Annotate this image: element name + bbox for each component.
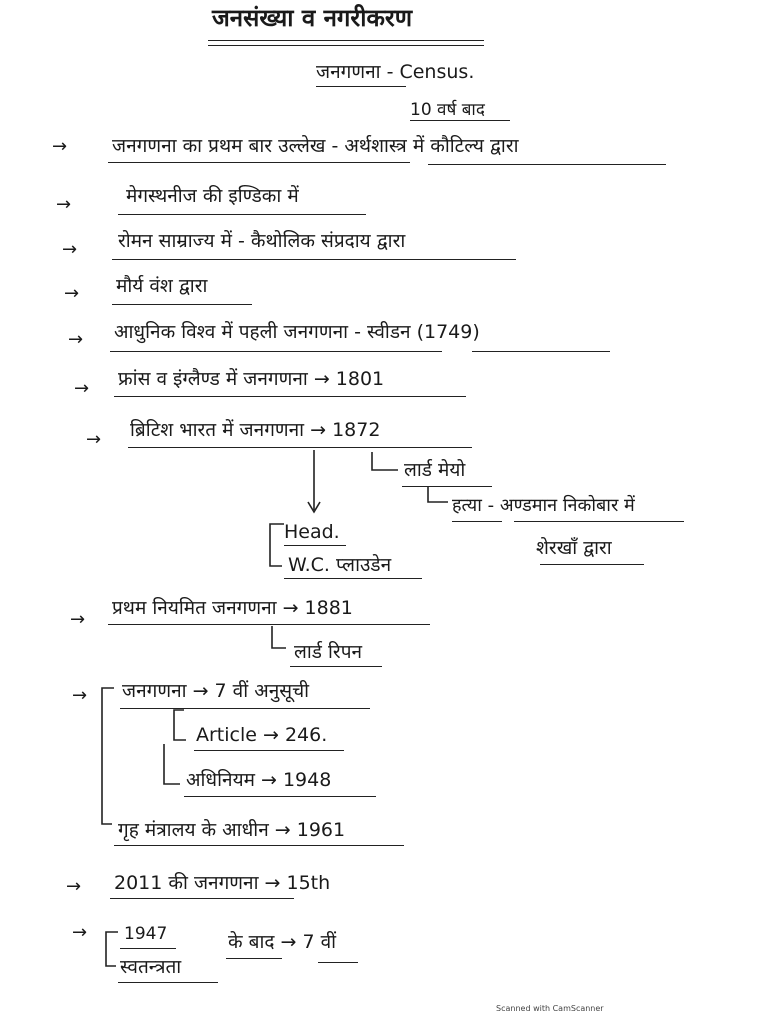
- bullet-arrow: →: [72, 685, 88, 706]
- bullet-arrow: →: [72, 922, 88, 943]
- act-underline: [184, 796, 376, 797]
- act-1948: अधिनियम → 1948: [186, 769, 332, 791]
- seventh-schedule-underline: [120, 708, 370, 709]
- bullet-arrow: →: [66, 876, 82, 897]
- murder-location: हत्या - अण्डमान निकोबार में: [452, 495, 635, 516]
- item-maurya: मौर्य वंश द्वारा: [116, 275, 208, 297]
- bullet-arrow: →: [56, 194, 72, 215]
- sher-ali-underline: [540, 564, 644, 565]
- bullet-arrow: →: [70, 609, 86, 630]
- article-underline: [194, 750, 344, 751]
- census-2011: 2011 की जनगणना → 15th: [114, 872, 331, 894]
- item-megasthenes: मेगस्थनीज की इण्डिका में: [126, 185, 299, 207]
- head-underline: [284, 545, 346, 546]
- head-name: W.C. प्लाउडेन: [288, 554, 392, 576]
- head-name-underline: [284, 578, 422, 579]
- head-label: Head.: [284, 521, 340, 543]
- census-interval: 10 वर्ष बाद: [410, 100, 485, 120]
- lord-mayo: लार्ड मेयो: [404, 459, 466, 481]
- item-british-india: ब्रिटिश भारत में जनगणना → 1872: [130, 419, 381, 441]
- bullet-arrow: →: [52, 136, 68, 157]
- census-2011-underline: [110, 898, 294, 899]
- after-independence: के बाद → 7 वीं: [228, 931, 337, 953]
- murder-underline: [514, 521, 684, 522]
- bullet-arrow: →: [62, 239, 78, 260]
- first-regular-underline: [108, 624, 430, 625]
- census-label: जनगणना - Census.: [316, 61, 475, 83]
- lord-ripon: लार्ड रिपन: [294, 641, 363, 663]
- bullet-arrow: →: [74, 378, 90, 399]
- article-246: Article → 246.: [196, 724, 328, 746]
- bullet-arrow: →: [68, 329, 84, 350]
- year-1947-underline: [120, 948, 176, 949]
- independence: स्वतन्त्रता: [120, 956, 182, 978]
- after-underline: [226, 958, 282, 959]
- first-regular-census: प्रथम नियमित जनगणना → 1881: [112, 597, 353, 619]
- bullet-arrow: →: [64, 283, 80, 304]
- sher-ali: शेरखाँ द्वारा: [536, 537, 612, 559]
- independence-underline: [118, 982, 218, 983]
- after-underline: [318, 962, 358, 963]
- item-sweden: आधुनिक विश्व में पहली जनगणना - स्वीडन (1749): [114, 321, 480, 343]
- item-first-mention: जनगणना का प्रथम बार उल्लेख - अर्थशास्त्र में कौटिल्य द्वारा: [112, 135, 519, 157]
- item-roman-empire: रोमन साम्राज्य में - कैथोलिक संप्रदाय द्वारा: [118, 230, 406, 252]
- home-ministry: गृह मंत्रालय के आधीन → 1961: [118, 819, 346, 841]
- bullet-arrow: →: [86, 429, 102, 450]
- page-title: जनसंख्या व नगरीकरण: [212, 4, 413, 32]
- scanner-footer: Scanned with CamScanner: [496, 1004, 604, 1013]
- lord-mayo-underline: [402, 486, 492, 487]
- item-france-england: फ्रांस व इंग्लैण्ड में जनगणना → 1801: [118, 368, 385, 390]
- murder-underline: [452, 521, 502, 522]
- year-1947: 1947: [124, 924, 168, 944]
- home-ministry-underline: [114, 845, 404, 846]
- seventh-schedule: जनगणना → 7 वीं अनुसूची: [122, 680, 310, 702]
- lord-ripon-underline: [290, 666, 382, 667]
